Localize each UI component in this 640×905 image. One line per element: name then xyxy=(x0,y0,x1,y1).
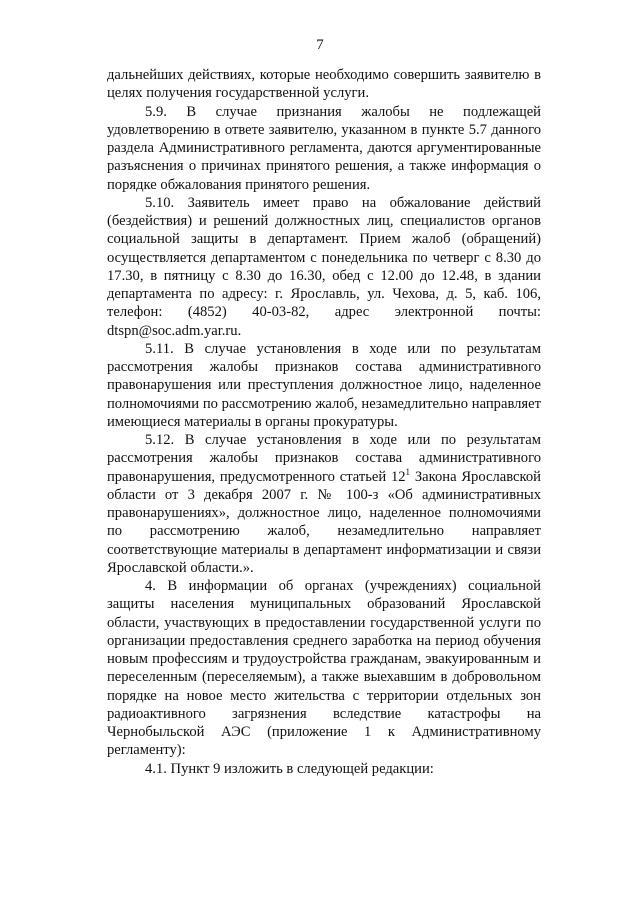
paragraph-5-12-text-end: Закона Ярославской области от 3 декабря 2007 г. № 100-з «Об административных правонарушениях», должностное лицо, наделенное полномочиями по рассмотрению жалоб, незамедлительно направляет соответствующие материалы в департамент информатизации и связи Ярославской области.». xyxy=(107,468,541,576)
article-superscript: 1 xyxy=(405,466,411,477)
paragraph-4-1: 4.1. Пункт 9 изложить в следующей редакции: xyxy=(145,760,434,777)
paragraph-4: 4. В информации об органах (учреждениях) социальной защиты населения муниципальных образований Ярославской области, участвующих в предоставлении государственной услуги по организации предоставления среднего заработка на период обучения новым профессиям и трудоустройства гражданам, эвакуированным и переселенным (переселяемым), а также выехавшим в добровольном порядке на новое место жительства с территории отдельных зон радиоактивного загрязнения вследствие катастрофы на Чернобыльской АЭС (приложение 1 к Административному регламенту): xyxy=(107,578,541,759)
document-body xyxy=(107,66,541,778)
paragraph-5-10: 5.10. Заявитель имеет право на обжалование действий (бездействия) и решений должностных лиц, специалистов органов социальной защиты в департамент. Прием жалоб (обращений) осуществляется департаментом с понедельника по четверг с 8.30 до 17.30, в пятницу с 8.30 до 16.30, обед с 12.00 до 12.48, в здании департамента по адресу: г. Ярославль, ул. Чехова, д. 5, каб. 106, телефон: (4852) 40-03-82, адрес электронной почты: dtspn@soc.adm.yar.ru. xyxy=(107,194,541,339)
paragraph-continuation: дальнейших действиях, которые необходимо совершить заявителю в целях получения государственной услуги. xyxy=(107,67,541,102)
paragraph-5-12-text-start: 5.12. В случае установления в ходе или по результатам рассмотрения жалобы признаков состава административного правонарушения, предусмотренного статьей 12 xyxy=(107,432,541,485)
paragraph-5-11: 5.11. В случае установления в ходе или по результатам рассмотрения жалобы признаков состава административного правонарушения или преступления должностное лицо, наделенное полномочиями по рассмотрению жалоб, незамедлительно направляет имеющиеся материалы в органы прокуратуры. xyxy=(107,340,541,430)
paragraph-5-9: 5.9. В случае признания жалобы не подлежащей удовлетворению в ответе заявителю, указанном в пункте 5.7 данного раздела Административного регламента, даются аргументированные разъяснения о причинах принятого решения, а также информация о порядке обжалования принятого решения. xyxy=(107,103,541,193)
page-number: 7 xyxy=(316,37,324,53)
paragraph-5-12 xyxy=(107,431,541,577)
